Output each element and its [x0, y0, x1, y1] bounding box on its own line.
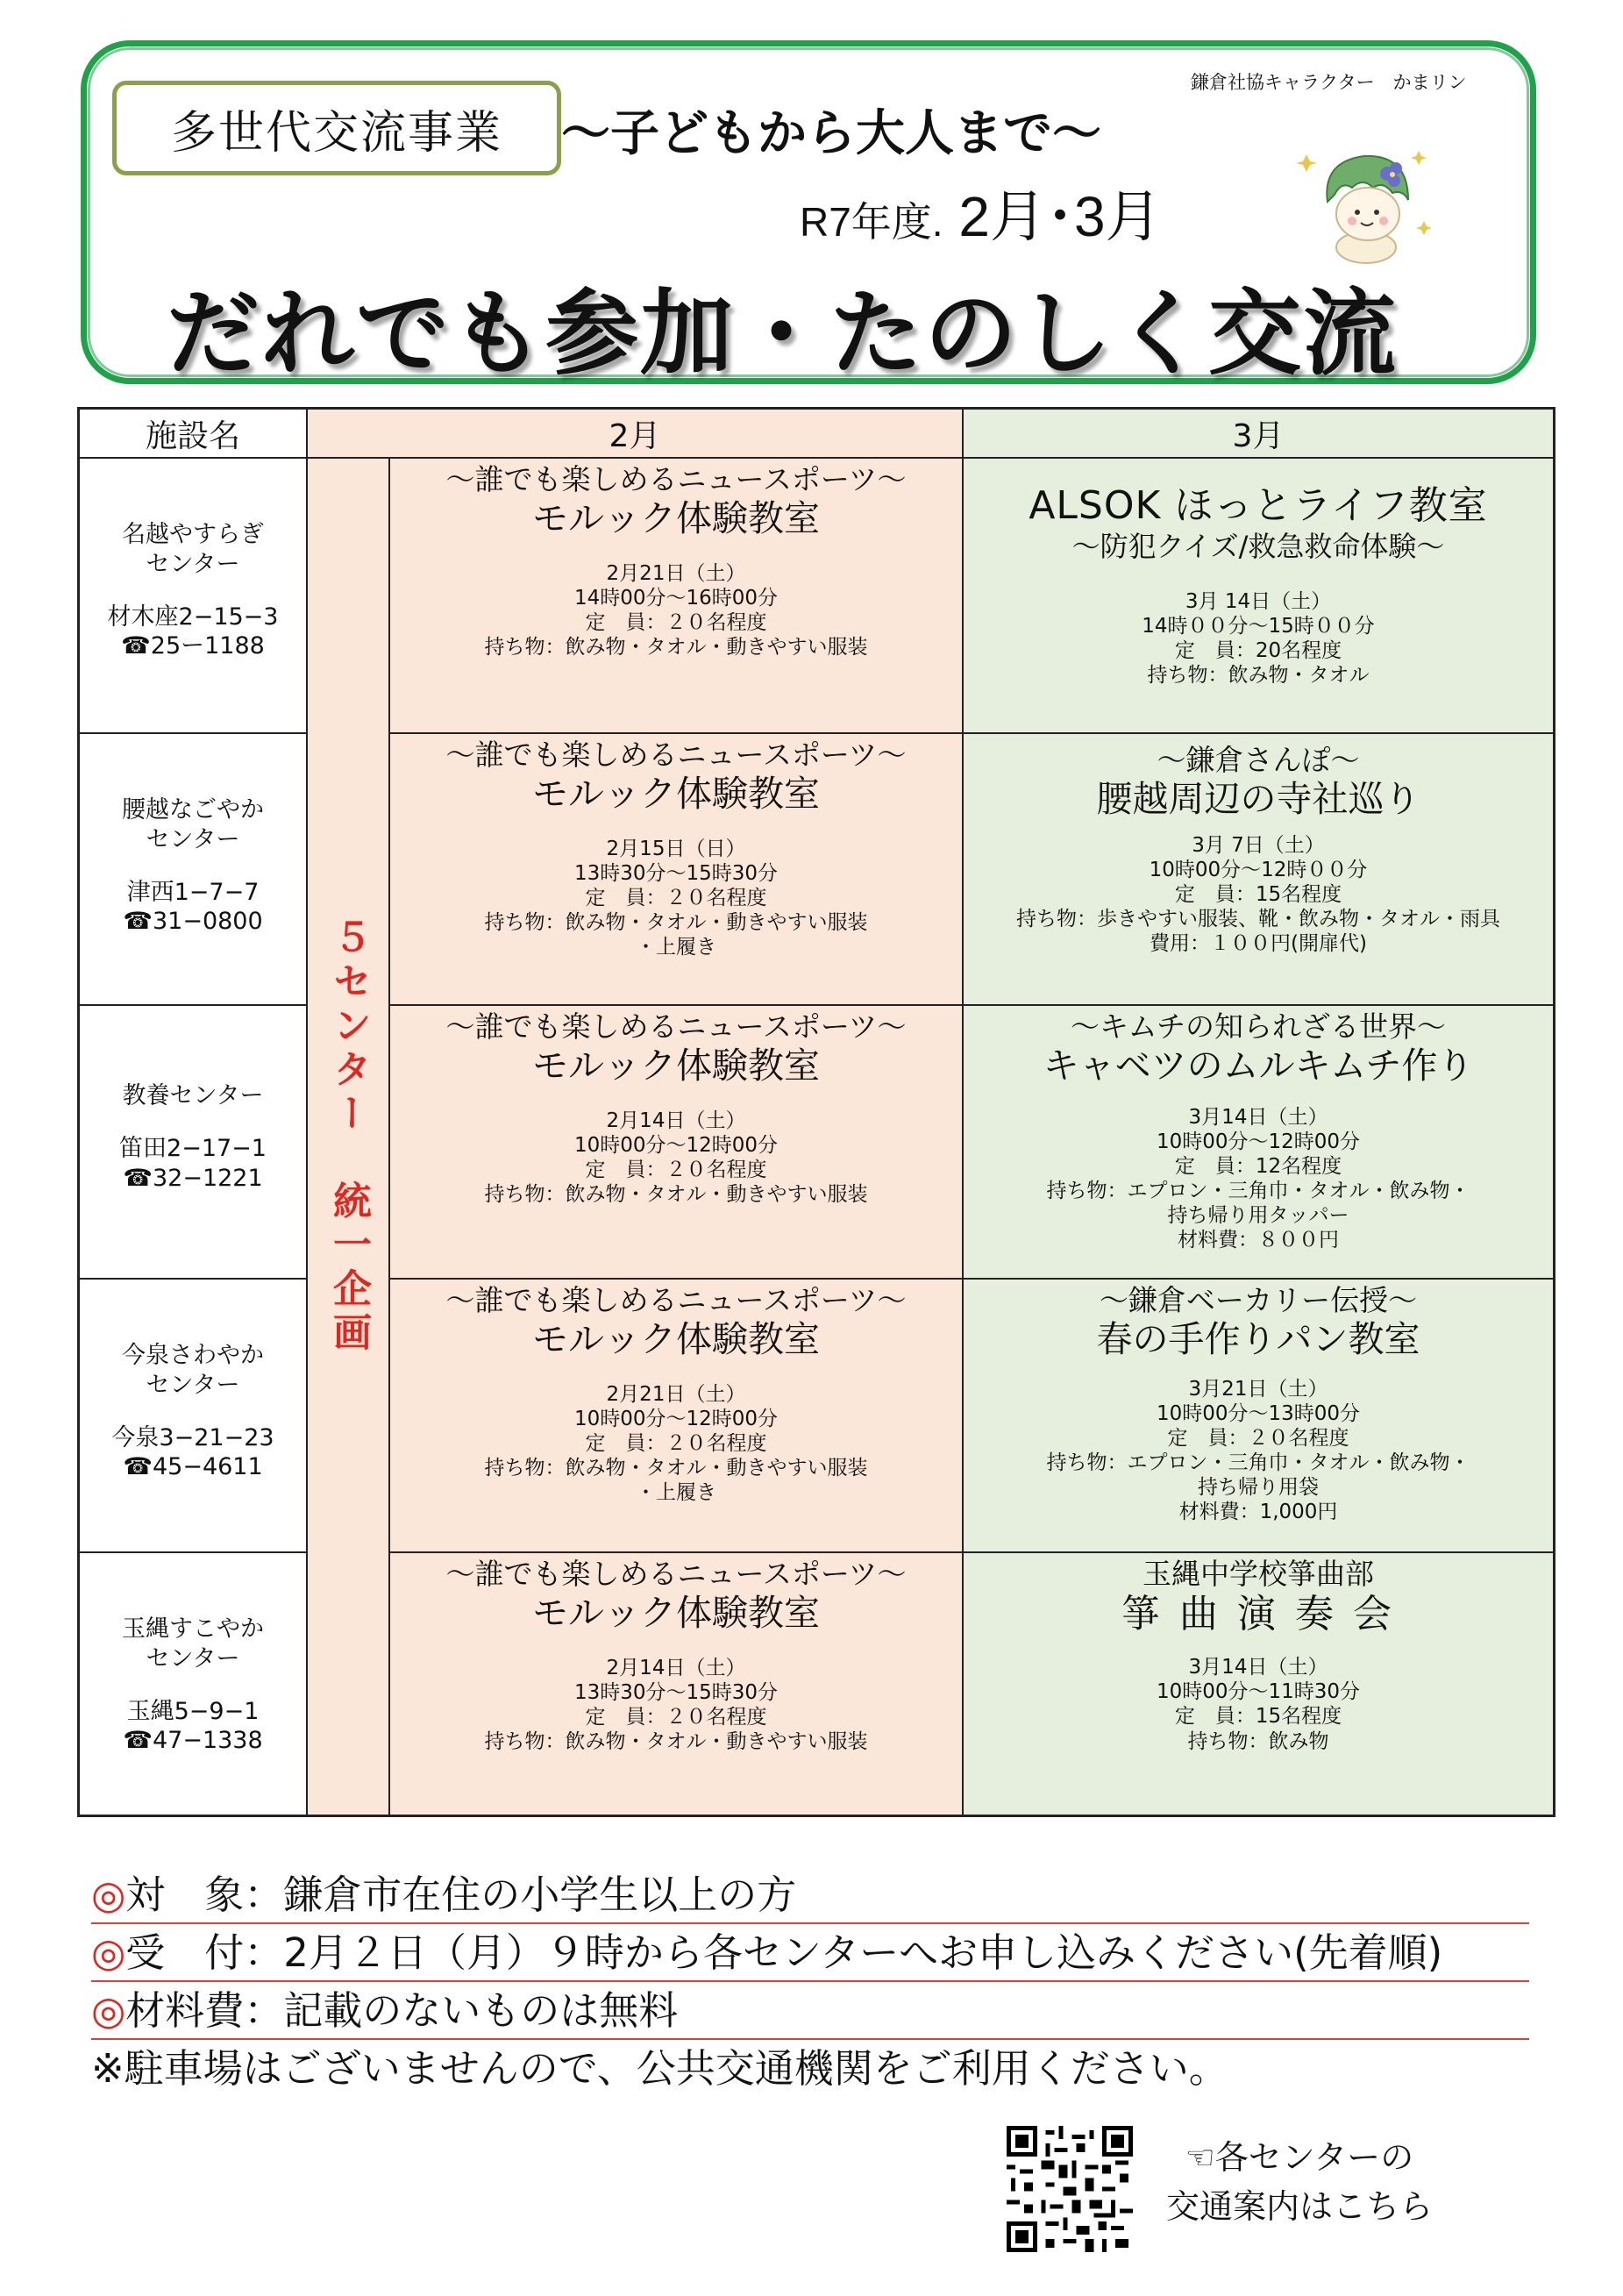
- event-subtitle: 〜キムチの知られざる世界〜: [1070, 1009, 1446, 1044]
- facility-cell: [80, 1006, 308, 1280]
- event-details: 2月14日（土） 13時30分〜15時30分 定 員：２０名程度 持ち物：飲み物・タオル・動きやすい服装: [484, 1656, 868, 1753]
- event-details: 2月15日（日） 13時30分〜15時30分 定 員：２０名程度 持ち物：飲み物・タオル・動きやすい服装 ・上履き: [484, 837, 868, 959]
- qr-code-icon[interactable]: [1007, 2126, 1133, 2252]
- facility-name: 名越やすらぎ センター: [122, 521, 264, 578]
- event-details: 3月14日（土） 10時00分〜12時00分 定 員：12名程度 持ち物：エプロン・三角巾・タオル・飲み物・ 持ち帰り用タッパー 材料費：８００円: [1046, 1105, 1470, 1252]
- kamarin-character-illustration: [1296, 137, 1436, 268]
- header-feb-label: 2月: [609, 417, 661, 454]
- event-title: モルック体験教室: [532, 772, 820, 815]
- facility-address: 今泉3−21−23 ☎45−4611: [111, 1423, 274, 1481]
- event-title: モルック体験教室: [532, 1317, 820, 1360]
- feb-event-cell: [390, 1553, 964, 1815]
- facility-cell: [80, 1280, 308, 1553]
- facility-address: 玉縄5−9−1 ☎47−1338: [123, 1697, 263, 1755]
- feb-event-cell: [390, 734, 964, 1006]
- year-label: [800, 172, 1162, 253]
- event-title: 腰越周辺の寺社巡り: [1096, 777, 1420, 820]
- facility-address: 笛田2−17−1 ☎32−1221: [119, 1134, 267, 1192]
- event-subtitle: 〜誰でも楽しめるニュースポーツ〜: [445, 738, 907, 772]
- program-tag: [112, 81, 561, 175]
- double-circle-icon: ◎: [91, 1987, 126, 2034]
- event-title: モルック体験教室: [532, 1591, 820, 1634]
- event-subtitle: 玉縄中学校箏曲部: [1143, 1557, 1374, 1591]
- feb-event-cell: [390, 1280, 964, 1553]
- facility-cell: [80, 459, 308, 734]
- year-prefix: R7年度.: [800, 199, 943, 245]
- event-details: 3月 7日（土） 10時00分〜12時００分 定 員：15名程度 持ち物：歩きやすい服装、靴・飲み物・タオル・雨具 費用：１００円(開扉代): [1016, 833, 1500, 955]
- event-details: 3月 14日（土） 14時００分〜15時００分 定 員：20名程度 持ち物：飲み物・タオル: [1142, 590, 1375, 688]
- unified-program-label: ５センター 統一企画: [326, 917, 371, 1356]
- header-feb: [308, 410, 964, 459]
- event-title: 春の手作りパン教室: [1096, 1317, 1420, 1360]
- event-details: 2月14日（土） 10時00分〜12時00分 定 員：２０名程度 持ち物：飲み物・タオル・動きやすい服装: [484, 1109, 868, 1206]
- mar-event-cell: [964, 734, 1553, 1006]
- note-reception: ◎受 付：2月２日（月）９時から各センターへお申し込みください(先着順): [91, 1924, 1529, 1982]
- facility-name: 腰越なごやか センター: [122, 796, 264, 853]
- facility-name: 今泉さわやか センター: [122, 1342, 264, 1399]
- header-facility-label: 施設名: [145, 417, 240, 454]
- unified-program-column: [308, 459, 390, 1815]
- event-subtitle: 〜誰でも楽しめるニュースポーツ〜: [445, 462, 907, 496]
- mar-event-cell: [964, 459, 1553, 734]
- event-details: 2月21日（土） 10時00分〜12時00分 定 員：２０名程度 持ち物：飲み物・タオル・動きやすい服装 ・上履き: [484, 1382, 868, 1504]
- mar-event-cell: [964, 1280, 1553, 1553]
- facility-cell: [80, 734, 308, 1006]
- event-table: [77, 407, 1555, 1817]
- event-title: モルック体験教室: [532, 496, 820, 539]
- qr-caption-line2: 交通案内はこちら: [1166, 2187, 1434, 2226]
- event-title: ALSOK ほっとライフ教室: [1029, 483, 1488, 528]
- event-details: 3月21日（土） 10時00分〜13時00分 定 員：２０名程度 持ち物：エプロン・三角巾・タオル・飲み物・ 持ち帰り用袋 材料費：1,000円: [1046, 1377, 1470, 1524]
- header-facility: [80, 410, 308, 459]
- facility-cell: [80, 1553, 308, 1815]
- event-subtitle: 〜鎌倉さんぽ〜: [1157, 743, 1360, 777]
- event-subtitle: 〜防犯クイズ/救急救命体験〜: [1071, 529, 1445, 563]
- header-mar: [964, 410, 1553, 459]
- year-months: 2月･3月: [943, 185, 1162, 248]
- event-title: 箏 曲 演 奏 会: [1121, 1591, 1395, 1636]
- program-tag-label: 多世代交流事業: [170, 106, 502, 160]
- event-subtitle: 〜誰でも楽しめるニュースポーツ〜: [445, 1557, 907, 1591]
- note-target: ◎対 象：鎌倉市在住の小学生以上の方: [91, 1866, 1529, 1924]
- event-subtitle: 〜鎌倉ベーカリー伝授〜: [1099, 1283, 1418, 1317]
- feb-event-cell: [390, 459, 964, 734]
- facility-address: 津西1−7−7 ☎31−0800: [123, 878, 263, 936]
- double-circle-icon: ◎: [91, 1872, 126, 1918]
- event-title: キャベツのムルキムチ作り: [1043, 1044, 1474, 1087]
- event-details: 3月14日（土） 10時00分〜11時30分 定 員：15名程度 持ち物：飲み物: [1156, 1656, 1361, 1753]
- facility-address: 材木座2−15−3 ☎25ー1188: [107, 603, 279, 660]
- main-title: だれでも参加・たのしく交流: [167, 280, 1398, 388]
- event-subtitle: 〜誰でも楽しめるニュースポーツ〜: [445, 1009, 907, 1044]
- notes-section: [91, 1866, 1529, 2098]
- character-caption: 鎌倉社協キャラクター かまリン: [1191, 72, 1467, 93]
- note-material: ◎材料費：記載のないものは無料: [91, 1982, 1529, 2040]
- qr-caption: [1166, 2133, 1433, 2231]
- event-subtitle: 〜誰でも楽しめるニュースポーツ〜: [445, 1283, 907, 1317]
- facility-name: 教養センター: [122, 1082, 264, 1109]
- header-mar-label: 3月: [1232, 417, 1285, 454]
- note-parking: ※駐車場はございませんので、公共交通機関をご利用ください。: [91, 2045, 1228, 2092]
- mar-event-cell: [964, 1006, 1553, 1280]
- qr-caption-line1: ☜各センターの: [1185, 2138, 1414, 2177]
- feb-event-cell: [390, 1006, 964, 1280]
- event-details: 2月21日（土） 14時00分〜16時00分 定 員：２０名程度 持ち物：飲み物・タオル・動きやすい服装: [484, 561, 868, 659]
- subtitle: 〜子どもから大人まで〜: [561, 105, 1101, 162]
- facility-name: 玉縄すこやか センター: [122, 1615, 264, 1672]
- mar-event-cell: [964, 1553, 1553, 1815]
- event-title: モルック体験教室: [532, 1044, 820, 1087]
- double-circle-icon: ◎: [91, 1929, 126, 1976]
